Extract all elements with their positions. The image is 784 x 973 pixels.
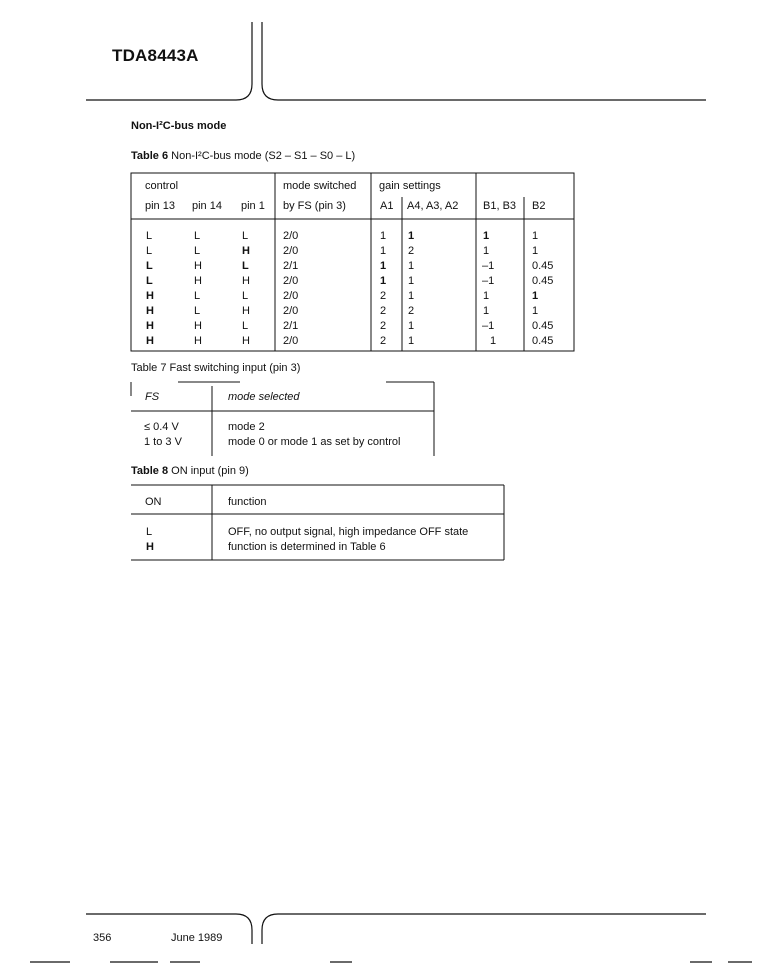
table6-cell: 0.45	[532, 275, 554, 287]
footer-date: June 1989	[171, 932, 223, 944]
table6-cell: 1	[483, 290, 490, 302]
table6-cell: H	[242, 245, 250, 257]
table6-cell: L	[194, 290, 201, 302]
table6-cell: 0.45	[532, 260, 554, 272]
table6-cell: 1	[408, 275, 415, 287]
table6-cell: L	[146, 260, 153, 272]
table6-cell: 2/0	[283, 290, 299, 302]
table8-caption-text: ON input (pin 9)	[171, 465, 249, 477]
table8-caption-label: Table 8	[131, 465, 169, 477]
table7-caption-text: Fast switching input (pin 3)	[169, 362, 301, 374]
table6-cell: 2/0	[283, 230, 299, 242]
table6-cell: H	[242, 275, 250, 287]
table6-group-gain: gain settings	[379, 180, 441, 192]
table6-caption	[131, 150, 355, 162]
table8-cell: H	[146, 541, 154, 553]
table6-cell: H	[194, 260, 202, 272]
table6-cell: H	[194, 320, 202, 332]
table6-cell: 1	[408, 290, 415, 302]
table6-cell: 2	[380, 320, 387, 332]
table6-col-header: by FS (pin 3)	[283, 200, 346, 212]
table6-col-header: A1	[380, 200, 394, 212]
table8-col-header: function	[228, 496, 267, 508]
table6-cell: 1	[532, 290, 539, 302]
table6-cell: 1	[532, 230, 539, 242]
table6-cell: L	[194, 230, 201, 242]
table8-col-header: ON	[145, 496, 162, 508]
table6-cell: 0.45	[532, 335, 554, 347]
table6-cell: 1	[532, 305, 539, 317]
table6-cell: L	[242, 260, 249, 272]
table8-cell: L	[146, 526, 153, 538]
footer-rule-right	[262, 914, 706, 944]
table6-cell: 2/0	[283, 245, 299, 257]
table8-cell: OFF, no output signal, high impedance OFF state	[228, 526, 469, 538]
table6-cell: 1	[380, 245, 387, 257]
table6-cell: –1	[482, 275, 495, 287]
table7-col-header: FS	[145, 391, 160, 403]
table6-cell: H	[146, 320, 154, 332]
table6-cell: L	[242, 230, 249, 242]
table6-cell: H	[146, 305, 154, 317]
table6-cell: 2/0	[283, 275, 299, 287]
table6-cell: 1	[483, 245, 490, 257]
table6-cell: –1	[482, 320, 495, 332]
table6-cell: 1	[380, 230, 387, 242]
table6-cell: H	[146, 335, 154, 347]
table6-caption-label: Table 6	[131, 150, 169, 162]
table6-cell: H	[194, 275, 202, 287]
table6-cell: 1	[380, 275, 387, 287]
table6-cell: 1	[490, 335, 497, 347]
table6-caption-text: Non-I²C-bus mode (S2 – S1 – S0 – L)	[171, 150, 356, 162]
table6-cell: H	[146, 290, 154, 302]
table6-cell: 2	[380, 305, 387, 317]
table7-col-header: mode selected	[228, 391, 300, 403]
page-number: 356	[93, 932, 112, 944]
table6-cell: 2	[380, 335, 387, 347]
table6-cell: 2/1	[283, 260, 299, 272]
table6-cell: 1	[408, 260, 415, 272]
table6-cell: L	[194, 305, 201, 317]
table6-cell: 1	[532, 245, 539, 257]
table7-cell: 1 to 3 V	[144, 436, 182, 448]
table6-cell: 1	[408, 320, 415, 332]
table6-cell: 2	[408, 305, 415, 317]
table6-group-mode: mode switched	[283, 180, 357, 192]
table7-cell: ≤ 0.4 V	[144, 421, 179, 433]
table6-cell: 1	[483, 230, 490, 242]
document-title: TDA8443A	[112, 46, 199, 65]
table6-cell: 1	[483, 305, 490, 317]
table6-cell: L	[242, 320, 249, 332]
table6-cell: 1	[408, 335, 415, 347]
table6-cell: 1	[380, 260, 387, 272]
table6-col-header: pin 13	[145, 200, 175, 212]
table6-cell: 2/1	[283, 320, 299, 332]
table6-cell: L	[146, 275, 153, 287]
table6-col-header: A4, A3, A2	[407, 200, 459, 212]
table6-cell: H	[242, 335, 250, 347]
table6-cell: 2/0	[283, 305, 299, 317]
table6-cell: 2/0	[283, 335, 299, 347]
table8-caption	[131, 465, 249, 477]
table7-caption	[131, 362, 300, 374]
table6-group-control: control	[145, 180, 179, 192]
table6-cell: 2	[380, 290, 387, 302]
table6-col-header: pin 1	[241, 200, 265, 212]
table6-cell: H	[242, 305, 250, 317]
table7-cell: mode 2	[228, 421, 265, 433]
table6-cell: 0.45	[532, 320, 554, 332]
table7-cell: mode 0 or mode 1 as set by control	[228, 436, 401, 448]
table7-caption-label: Table 7	[131, 362, 167, 374]
table6-col-header: pin 14	[192, 200, 222, 212]
header-rule-right	[262, 22, 706, 100]
table6-cell: L	[194, 245, 201, 257]
table6-cell: H	[194, 335, 202, 347]
table6-cell: L	[242, 290, 249, 302]
table6-col-header: B2	[532, 200, 546, 212]
table8-cell: function is determined in Table 6	[228, 541, 386, 553]
table6-col-header: B1, B3	[483, 200, 517, 212]
section-title: Non-I²C-bus mode	[131, 120, 227, 132]
table6-cell: L	[146, 230, 153, 242]
table6-cell: 1	[408, 230, 415, 242]
table6-cell: 2	[408, 245, 415, 257]
table6-cell: –1	[482, 260, 495, 272]
table6-cell: L	[146, 245, 153, 257]
